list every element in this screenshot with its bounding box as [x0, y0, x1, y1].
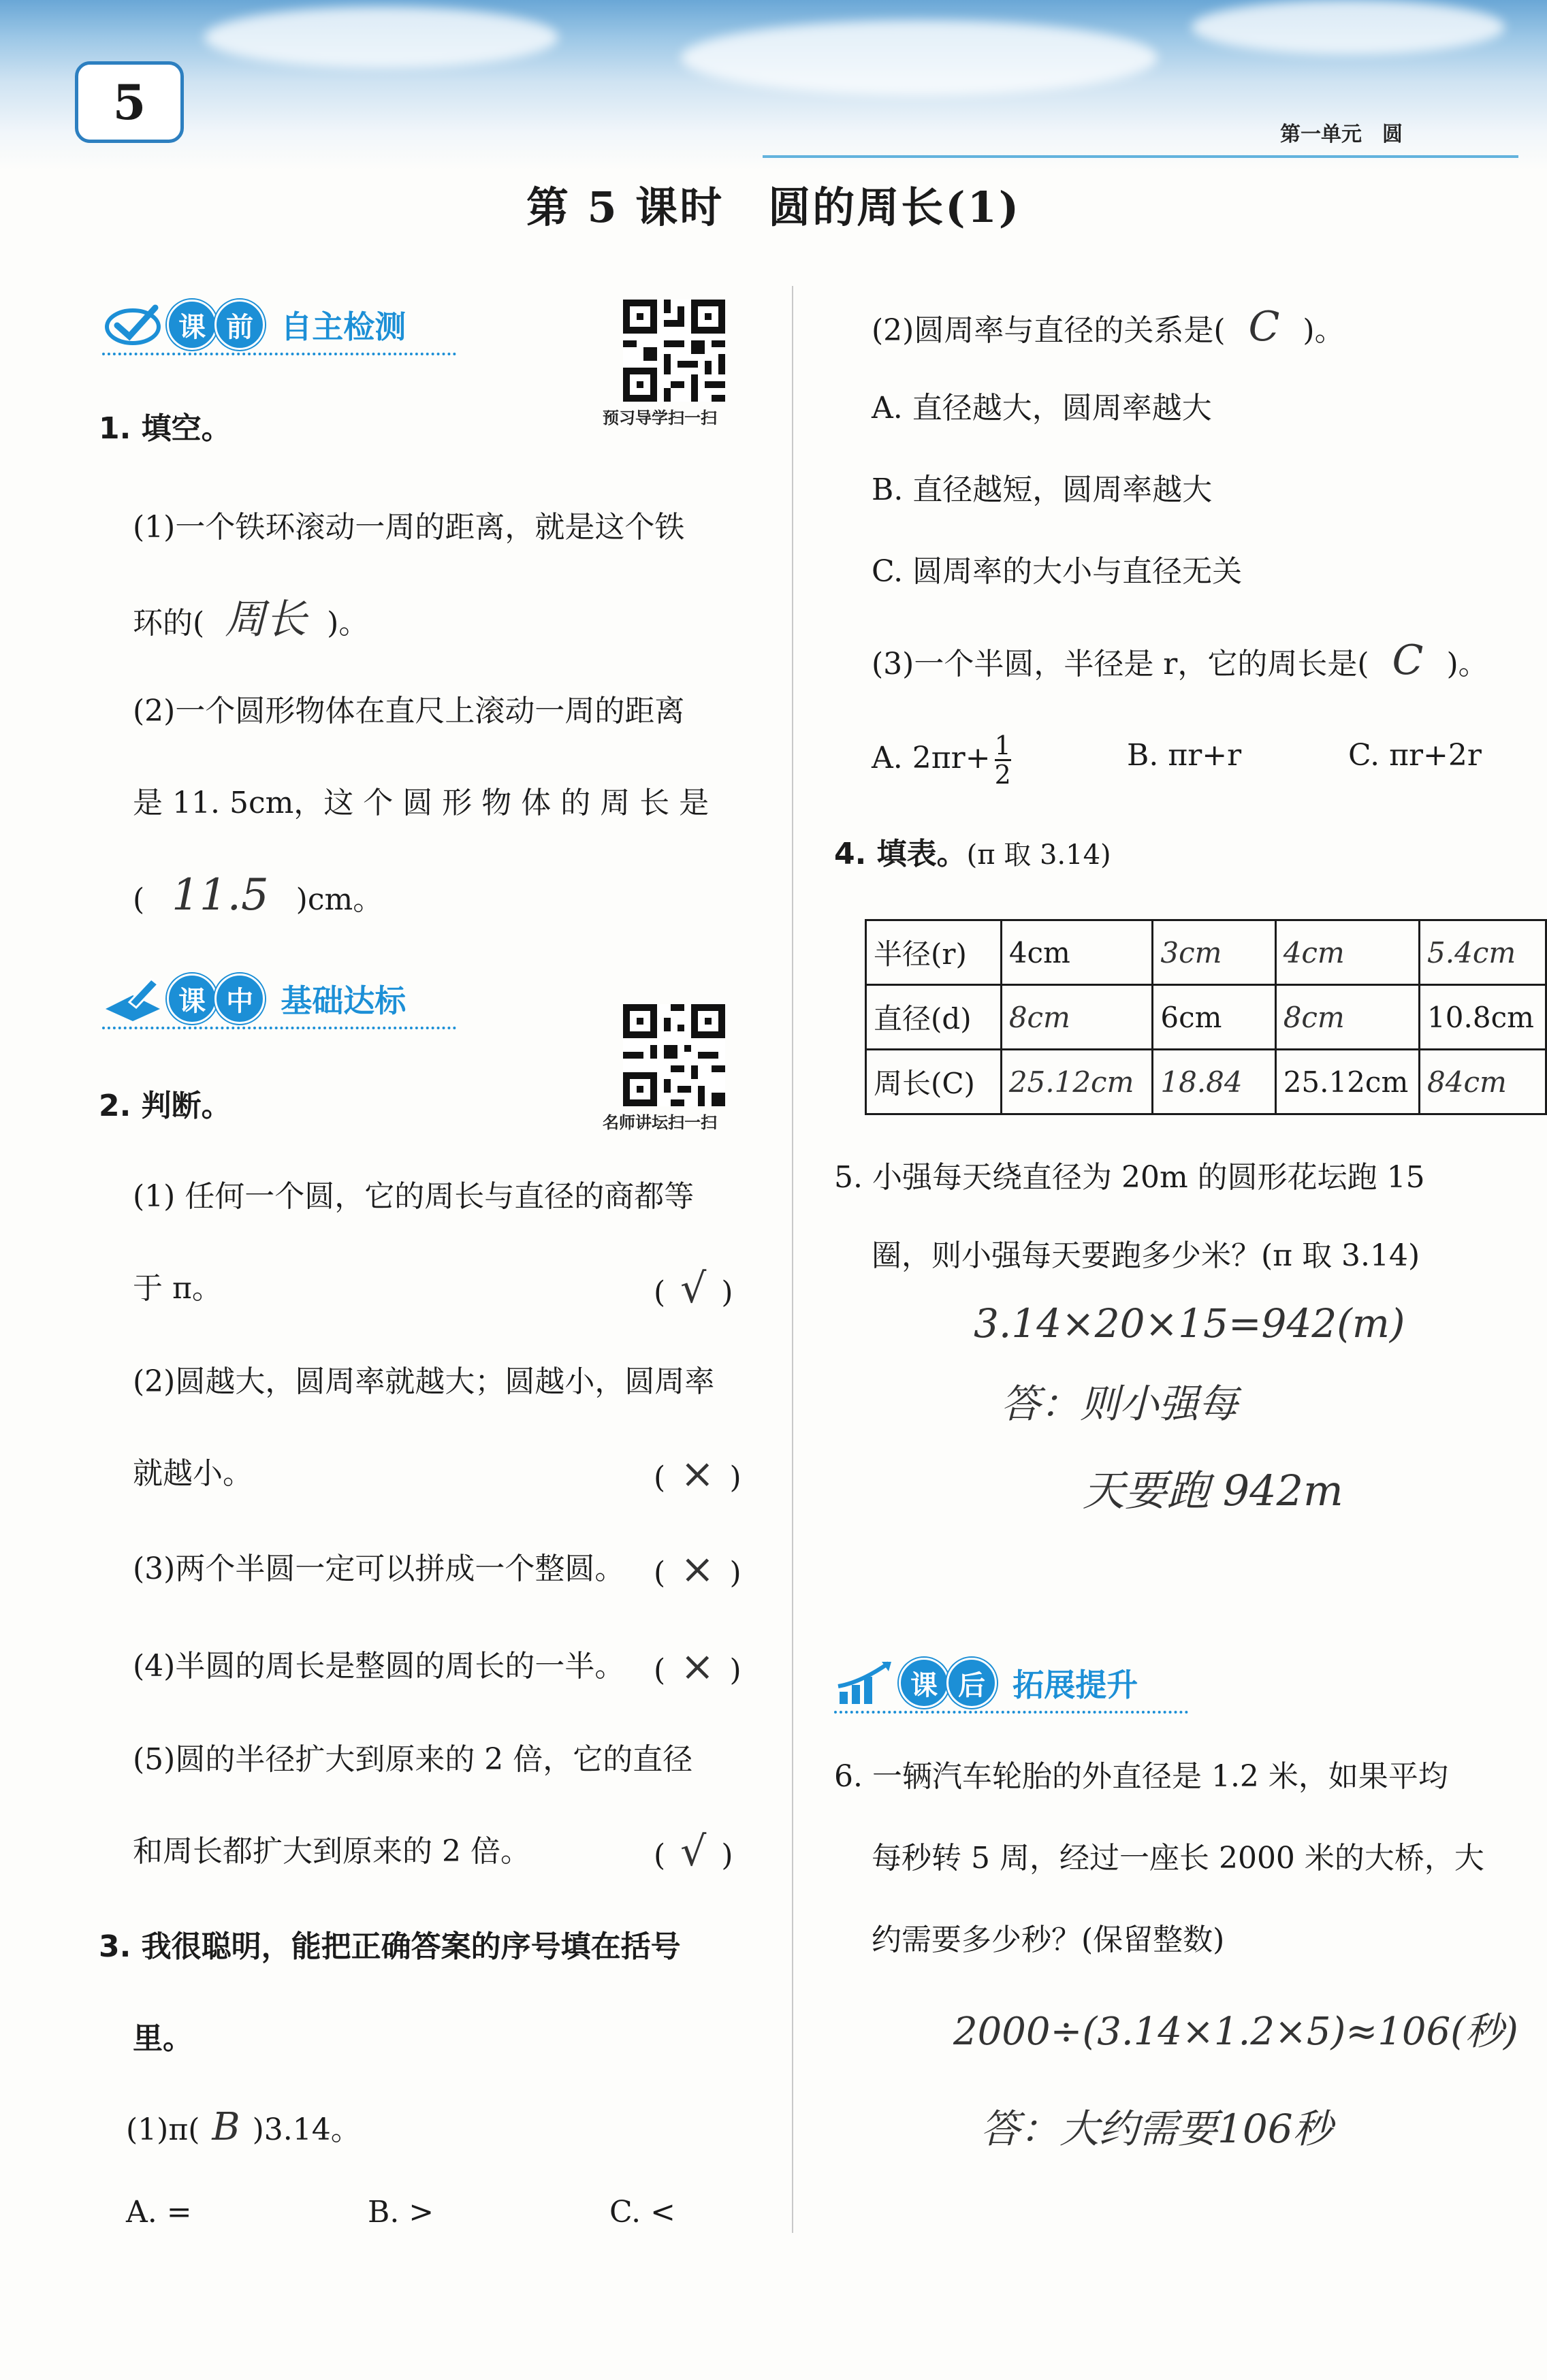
q3-sub2-option-c: C. 圆周率的大小与直径无关: [872, 554, 1243, 589]
column-divider: [792, 286, 793, 2233]
q6-work-line1: 2000÷(3.14×1.2×5)≈106(秒): [953, 2010, 1518, 2054]
q5-work-line3: 天要跑 942m: [1083, 1466, 1343, 1515]
handwritten-answer: √: [680, 1265, 707, 1313]
table-cell-handwritten: 25.12cm: [1001, 1050, 1153, 1114]
growth-chart-icon: [834, 1659, 895, 1707]
handwritten-answer: 周长: [225, 596, 307, 643]
qr-code-pre[interactable]: [603, 300, 725, 428]
section-title: 自主检测: [281, 308, 406, 345]
q3-heading-line1: 3. 我很聪明，能把正确答案的序号填在括号: [99, 1929, 681, 1964]
section-underline: [102, 353, 456, 355]
qr-caption: 名师讲坛扫一扫: [603, 1113, 717, 1132]
q1-part1-line2: [133, 596, 369, 644]
section-badge: 中: [214, 974, 265, 1024]
row-label: 半径(r): [866, 920, 1002, 985]
q4-table: [865, 919, 1547, 1115]
paren-open: 环的(: [133, 606, 205, 641]
q3-sub3-option-a: A. 2πr+ $\frac{1}{2}$: [872, 730, 1011, 790]
table-cell-handwritten: 18.84: [1153, 1050, 1275, 1114]
handwritten-answer: C: [1248, 303, 1280, 351]
q6-work-line2: 答：大约需要106秒: [980, 2106, 1333, 2152]
q6-line1: 6. 一辆汽车轮胎的外直径是 1.2 米，如果平均: [834, 1759, 1448, 1794]
qr-code-icon[interactable]: [623, 300, 725, 402]
table-cell-handwritten: 4cm: [1275, 920, 1419, 985]
q1-part2-line3: [133, 870, 383, 920]
section-badge: 课: [167, 300, 217, 350]
q3-sub3: (3)一个半圆，半径是 r，它的周长是( C )。: [872, 637, 1488, 684]
q1-heading: 1. 填空。: [99, 411, 232, 446]
cloud-decoration: [204, 7, 558, 68]
q4-heading: 4. 填表。(π 取 3.14): [834, 837, 1111, 871]
q3-sub2: (2)圆周率与直径的关系是( C )。: [872, 303, 1345, 351]
q6-line3: 约需要多少秒？(保留整数): [872, 1923, 1225, 1957]
q2-item2-judgement: ( × ): [654, 1450, 741, 1498]
q1-part2-line1: (2)一个圆形物体在直尺上滚动一周的距离: [133, 694, 685, 728]
section-title: 拓展提升: [1012, 1667, 1138, 1703]
section-badge: 课: [899, 1658, 949, 1708]
q5-line2: 圈，则小强每天要跑多少米？(π 取 3.14): [872, 1238, 1420, 1273]
q3-sub2-option-b: B. 直径越短，圆周率越大: [872, 472, 1213, 507]
table-cell-handwritten: 3cm: [1153, 920, 1275, 985]
handwritten-answer: 11.5: [172, 870, 269, 920]
q2-item1-line2: 于 π。: [133, 1271, 222, 1306]
handwritten-answer: ×: [680, 1545, 715, 1593]
fraction: $\frac{1}{2}$: [994, 730, 1011, 790]
q3-sub3-option-c: C. πr+2r: [1348, 738, 1482, 773]
table-cell-handwritten: 8cm: [1001, 985, 1153, 1050]
section-badge: 前: [214, 300, 265, 350]
page-title: 第 5 课时 圆的周长(1): [526, 182, 1021, 232]
qr-caption: 预习导学扫一扫: [603, 408, 717, 428]
handwritten-answer: ×: [680, 1450, 715, 1498]
section-title: 基础达标: [281, 982, 406, 1019]
q2-item5-judgement: ( √ ): [654, 1828, 733, 1876]
q2-item5-line1: (5)圆的半径扩大到原来的 2 倍，它的直径: [133, 1742, 693, 1777]
section-underline: [834, 1711, 1188, 1714]
q2-item4-judgement: ( × ): [654, 1643, 741, 1690]
q2-item3-line1: (3)两个半圆一定可以拼成一个整圆。: [133, 1551, 625, 1586]
q2-item3-judgement: ( × ): [654, 1545, 741, 1593]
cloud-decoration: [1192, 0, 1505, 54]
table-cell-handwritten: 8cm: [1275, 985, 1419, 1050]
table-cell-handwritten: 84cm: [1420, 1050, 1546, 1114]
table-cell: 10.8cm: [1420, 985, 1546, 1050]
q2-item1-judgement: ( √ ): [654, 1265, 733, 1313]
q3-sub1-option-c: C. <: [609, 2195, 675, 2230]
pencil-book-icon: [102, 975, 163, 1023]
section-header-mid: [102, 974, 406, 1028]
section-header-post: [834, 1658, 1138, 1712]
table-row: [866, 985, 1546, 1050]
q1-part2-line2: 是 11. 5cm，这 个 圆 形 物 体 的 周 长 是: [133, 786, 709, 820]
table-row: [866, 1050, 1546, 1114]
q3-sub1: (1)π( B )3.14。: [126, 2105, 361, 2149]
q2-item2-line1: (2)圆越大，圆周率就越大；圆越小，圆周率: [133, 1364, 715, 1399]
q5-line1: 5. 小强每天绕直径为 20m 的圆形花坛跑 15: [834, 1160, 1425, 1195]
paren-close: )cm。: [296, 882, 383, 917]
section-underline: [102, 1027, 456, 1029]
q3-sub1-option-b: B. >: [368, 2195, 434, 2230]
table-cell-handwritten: 5.4cm: [1420, 920, 1546, 985]
row-label: 周长(C): [866, 1050, 1002, 1114]
handwritten-answer: √: [680, 1828, 707, 1876]
section-badge: 后: [946, 1658, 997, 1708]
row-label: 直径(d): [866, 985, 1002, 1050]
handwritten-answer: ×: [680, 1643, 715, 1690]
table-cell: 6cm: [1153, 985, 1275, 1050]
check-mark-icon: [102, 301, 163, 349]
table-cell: 4cm: [1001, 920, 1153, 985]
q3-heading-line2: 里。: [133, 2021, 193, 2056]
header-rule: [763, 155, 1518, 158]
q2-item2-line2: 就越小。: [133, 1456, 253, 1491]
q1-part1-line1: (1)一个铁环滚动一周的距离，就是这个铁: [133, 510, 685, 545]
unit-label: 第一单元 圆: [1280, 123, 1403, 146]
q2-item5-line2: 和周长都扩大到原来的 2 倍。: [133, 1834, 530, 1869]
qr-code-icon[interactable]: [623, 1004, 725, 1106]
table-row: [866, 920, 1546, 985]
paren-open: (: [133, 882, 145, 917]
cloud-decoration: [681, 20, 1158, 95]
q3-sub2-option-a: A. 直径越大，圆周率越大: [872, 391, 1212, 425]
section-badge: 课: [167, 974, 217, 1024]
handwritten-answer: B: [212, 2105, 240, 2149]
q2-heading: 2. 判断。: [99, 1089, 232, 1123]
table-cell: 25.12cm: [1275, 1050, 1419, 1114]
q3-sub3-option-b: B. πr+r: [1127, 738, 1242, 773]
qr-code-mid[interactable]: [603, 1004, 725, 1133]
q5-work-line1: 3.14×20×15=942(m): [974, 1300, 1405, 1347]
lesson-number-badge: 5: [75, 61, 184, 143]
section-header-pre: [102, 300, 406, 354]
q2-item4-line1: (4)半圆的周长是整圆的周长的一半。: [133, 1649, 625, 1684]
q5-work-line2: 答：则小强每: [1001, 1381, 1239, 1427]
q3-sub1-option-a: A. =: [126, 2195, 192, 2230]
handwritten-answer: C: [1392, 637, 1424, 684]
q2-item1-line1: (1) 任何一个圆，它的周长与直径的商都等: [133, 1179, 695, 1214]
q6-line2: 每秒转 5 周，经过一座长 2000 米的大桥，大: [872, 1841, 1484, 1876]
paren-close: )。: [327, 606, 369, 641]
